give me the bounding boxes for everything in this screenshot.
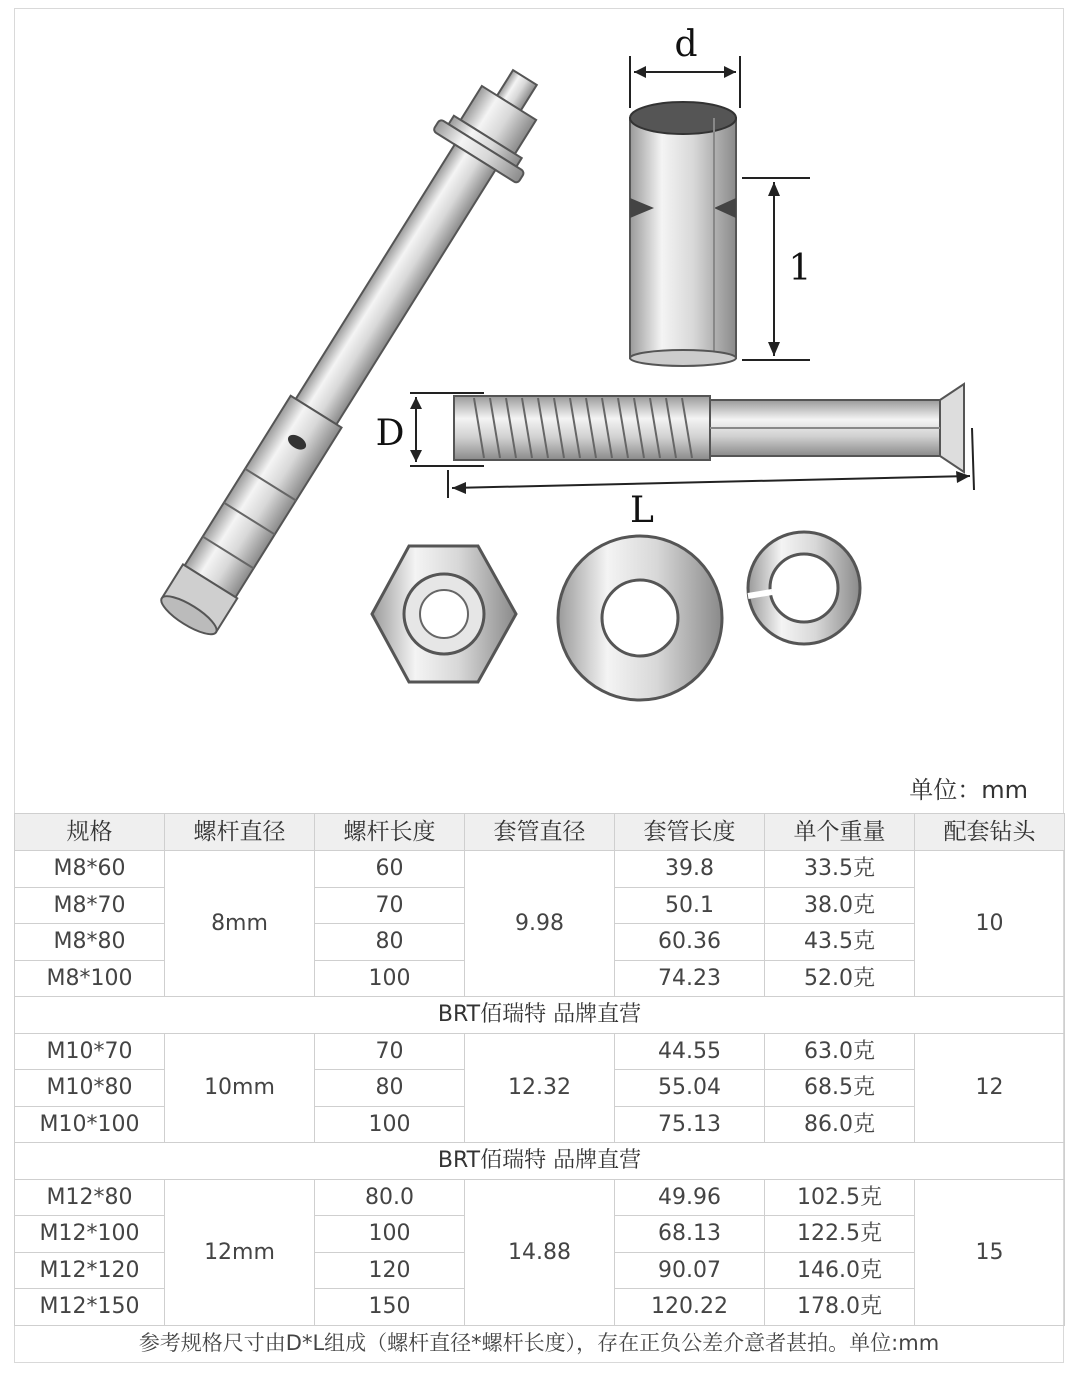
brand-row [15,997,1065,1034]
flat-washer [558,536,722,700]
label-d: d [674,24,698,65]
spring-washer [748,532,860,644]
cell-spec: M12*150 [15,1289,165,1326]
cell-sleeve-diameter: 14.88 [465,1179,615,1325]
cell-rod-length: 80.0 [315,1179,465,1216]
header-drill: 配套钻头 [915,814,1065,851]
cell-weight: 122.5克 [765,1216,915,1253]
cell-spec: M12*120 [15,1252,165,1289]
threaded-bolt [454,384,964,472]
cell-sleeve-length: 50.1 [615,887,765,924]
cell-sleeve-length: 120.22 [615,1289,765,1326]
cell-rod-length: 70 [315,1033,465,1070]
unit-row [14,768,1064,812]
cell-spec: M8*100 [15,960,165,997]
cell-rod-length: 80 [315,924,465,961]
label-L: L [630,490,654,531]
hex-nut [372,546,516,682]
cell-sleeve-length: 44.55 [615,1033,765,1070]
assembled-anchor-bolt [141,51,567,650]
cell-drill: 10 [915,851,1065,997]
brand-banner: BRT佰瑞特 品牌直营 [15,997,1065,1034]
cell-drill: 15 [915,1179,1065,1325]
cell-weight: 102.5克 [765,1179,915,1216]
table-row [15,1033,1065,1070]
cell-sleeve-length: 74.23 [615,960,765,997]
cell-sleeve-diameter: 12.32 [465,1033,615,1143]
header-weight: 单个重量 [765,814,915,851]
header-sleeve-diameter: 套管直径 [465,814,615,851]
cell-weight: 52.0克 [765,960,915,997]
dimension-d [630,24,740,108]
cell-weight: 63.0克 [765,1033,915,1070]
cell-spec: M12*80 [15,1179,165,1216]
cell-weight: 68.5克 [765,1070,915,1107]
cell-rod-length: 100 [315,1216,465,1253]
header-rod-length: 螺杆长度 [315,814,465,851]
cell-rod-length: 100 [315,960,465,997]
cell-drill: 12 [915,1033,1065,1143]
cell-rod-diameter: 8mm [165,851,315,997]
brand-row [15,1143,1065,1180]
cell-weight: 33.5克 [765,851,915,888]
cell-rod-length: 80 [315,1070,465,1107]
header-rod-diameter: 螺杆直径 [165,814,315,851]
cell-weight: 86.0克 [765,1106,915,1143]
footnote: 参考规格尺寸由D*L组成（螺杆直径*螺杆长度），存在正负公差介意者甚拍。单位:mm [138,1331,940,1355]
cell-rod-length: 60 [315,851,465,888]
cell-spec: M10*80 [15,1070,165,1107]
cell-sleeve-length: 49.96 [615,1179,765,1216]
cell-spec: M8*80 [15,924,165,961]
cell-sleeve-length: 55.04 [615,1070,765,1107]
cell-spec: M8*60 [15,851,165,888]
cell-rod-length: 120 [315,1252,465,1289]
cell-sleeve-length: 75.13 [615,1106,765,1143]
product-illustration [14,8,1064,766]
cell-spec: M10*70 [15,1033,165,1070]
cell-spec: M12*100 [15,1216,165,1253]
label-l: 1 [788,248,812,289]
header-row [15,814,1065,851]
cell-sleeve-diameter: 9.98 [465,851,615,997]
cell-weight: 178.0克 [765,1289,915,1326]
cell-weight: 38.0克 [765,887,915,924]
cell-sleeve-length: 60.36 [615,924,765,961]
table-row [15,1179,1065,1216]
cell-spec: M10*100 [15,1106,165,1143]
cell-weight: 146.0克 [765,1252,915,1289]
header-spec: 规格 [15,814,165,851]
cell-sleeve-length: 90.07 [615,1252,765,1289]
cell-rod-diameter: 12mm [165,1179,315,1325]
brand-banner: BRT佰瑞特 品牌直营 [15,1143,1065,1180]
table-row [15,851,1065,888]
cell-rod-diameter: 10mm [165,1033,315,1143]
cell-rod-length: 70 [315,887,465,924]
unit-label: 单位：mm [909,776,1028,804]
cell-rod-length: 150 [315,1289,465,1326]
label-D: D [375,413,405,454]
cell-sleeve-length: 39.8 [615,851,765,888]
cell-spec: M8*70 [15,887,165,924]
cell-sleeve-length: 68.13 [615,1216,765,1253]
spec-table [14,813,1065,1326]
header-sleeve-length: 套管长度 [615,814,765,851]
cell-weight: 43.5克 [765,924,915,961]
sleeve [630,102,736,366]
dimension-l [742,178,811,360]
cell-rod-length: 100 [315,1106,465,1143]
